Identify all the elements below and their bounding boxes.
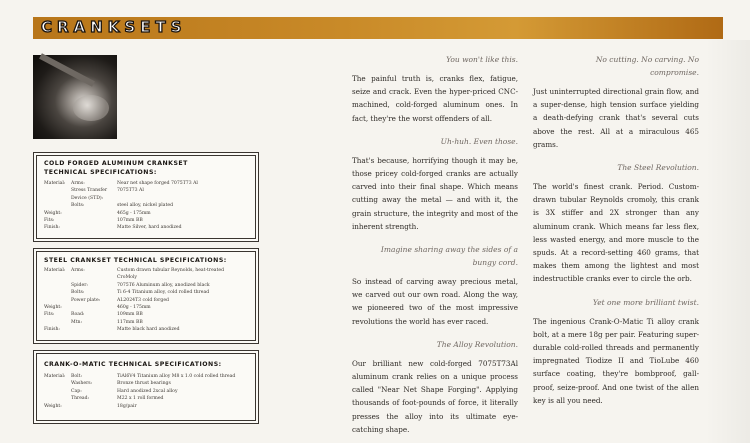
spec-value: Bronze thrust bearings bbox=[117, 381, 171, 387]
spec-label: Material: bbox=[44, 268, 66, 273]
body-paragraph: The world's finest crank. Period. Custom-drawn tubular Reynolds cromoly, this crank is 3X stiffer and 2X stronger than any aluminum crank. Which means far less flex, less wasted energy, and more muscle to the spuds. At a record-setting 460 grams, that makes them among the lightest and most indestructible cranks ever to circle the orb. bbox=[533, 182, 699, 284]
spec-title: CRANK-O-MATIC TECHNICAL SPECIFICATIONS: bbox=[44, 361, 222, 368]
spec-label bbox=[44, 380, 71, 387]
spec-sublabel: Bolts: bbox=[71, 290, 85, 296]
spec-value: 7075T73 Al bbox=[117, 188, 144, 194]
spec-label: Fits: bbox=[44, 312, 55, 318]
section-title: CRANKSETS bbox=[41, 18, 187, 36]
body-column-middle bbox=[352, 53, 518, 436]
spec-label bbox=[44, 297, 71, 304]
spec-sublabel: Cap: bbox=[71, 388, 82, 394]
spec-title: STEEL CRANKSET TECHNICAL SPECIFICATIONS: bbox=[44, 257, 227, 264]
spec-row bbox=[44, 395, 250, 402]
spec-value: M22 x 1 roll formed bbox=[117, 396, 164, 402]
spec-value: 465g - 175mm bbox=[117, 210, 151, 216]
spec-value: Matte black hard anodized bbox=[117, 327, 180, 333]
spec-label: Finish: bbox=[44, 327, 60, 333]
spec-value: 460g - 175mm bbox=[117, 305, 151, 311]
body-paragraph: So instead of carving away precious metal, we carved out our own road. Along the way, we pioneered two of the most impressive revolutions the world has ever raced. bbox=[352, 277, 518, 326]
spec-sublabel: Arms: bbox=[71, 268, 85, 273]
spec-label: Fits: bbox=[44, 218, 55, 224]
lathe-shape bbox=[39, 53, 95, 86]
spec-row bbox=[44, 202, 250, 209]
spec-row bbox=[44, 274, 250, 281]
spec-value: CroMoly bbox=[117, 275, 138, 281]
spec-value: Matte Silver, hard anodized bbox=[117, 225, 182, 231]
spec-row bbox=[44, 217, 250, 224]
spec-sublabel: Arms: bbox=[71, 181, 85, 186]
spec-label: Finish: bbox=[44, 225, 60, 231]
spec-rows bbox=[44, 267, 250, 334]
spec-label bbox=[44, 282, 71, 289]
spec-value: Hard anodized 2xcal alloy bbox=[117, 388, 178, 394]
spec-value: steel alloy, nickel plated bbox=[117, 203, 174, 209]
spec-rows bbox=[44, 180, 250, 232]
spec-value: 18g/pair bbox=[117, 403, 137, 409]
spec-value: AL2024T3 cold forged bbox=[117, 297, 169, 303]
spec-sublabel bbox=[71, 210, 117, 217]
spec-box-steel bbox=[33, 248, 259, 344]
spec-sublabel bbox=[71, 217, 117, 224]
section-heading: Imagine sharing away the sides of a bungy cord. bbox=[380, 245, 518, 268]
page-fold-shadow bbox=[705, 40, 750, 443]
spec-row bbox=[44, 380, 250, 387]
section-heading: No cutting. No carving. No compromise. bbox=[595, 55, 699, 77]
body-paragraph: That's because, horrifying though it may be, those pricey cold-forged cranks are actually carved into their final shape. Which means cutting away the metal — and with it, the grain structure, the integrity and most of the inherent strength. bbox=[352, 155, 518, 231]
spec-sublabel: Washers: bbox=[71, 381, 93, 387]
spec-label: Weight: bbox=[44, 210, 62, 216]
spec-row bbox=[44, 304, 250, 311]
spec-box-forged bbox=[33, 152, 259, 242]
spec-box-crankomatic bbox=[33, 350, 259, 424]
spec-label: Weight: bbox=[44, 403, 62, 409]
spec-row bbox=[44, 403, 250, 410]
section-heading: Uh-huh. Even those. bbox=[440, 136, 518, 146]
section-heading: The Alloy Revolution. bbox=[436, 339, 518, 349]
spec-label bbox=[44, 202, 71, 209]
spec-label bbox=[44, 274, 71, 281]
body-column-right bbox=[533, 53, 699, 407]
spec-label: Material: bbox=[44, 374, 66, 379]
spec-sublabel bbox=[71, 304, 117, 311]
spec-value: 109mm BB bbox=[117, 312, 143, 318]
spec-row bbox=[44, 267, 250, 274]
spec-row bbox=[44, 187, 250, 202]
section-heading: The Steel Revolution. bbox=[617, 163, 699, 173]
spec-value: TiAl6V4 Titanium alloy M8 x 1.0 cold rolled thread bbox=[117, 374, 236, 379]
spec-sublabel bbox=[71, 403, 117, 410]
spec-value: Custom drawn tubular Reynolds, heat-treated bbox=[117, 268, 225, 273]
spec-label bbox=[44, 289, 71, 296]
spec-value: 107mm BB bbox=[117, 218, 143, 224]
body-paragraph: Our brilliant new cold-forged 7075T73Al aluminum crank relies on a unique process called "Near Net Shape Forging". Applying thousands of foot-pounds of force, it literally presses the alloy into its ultimate eye-catching shape. bbox=[352, 358, 518, 434]
spec-label bbox=[44, 187, 71, 202]
spec-sublabel bbox=[71, 224, 117, 231]
section-heading: You won't like this. bbox=[446, 55, 518, 64]
spec-sublabel bbox=[71, 326, 117, 333]
spec-value: Ti 6-4 Titanium alloy, cold rolled thread bbox=[117, 290, 210, 296]
body-paragraph: The painful truth is, cranks flex, fatigue, seize and crack. Even the hyper-priced CNC-machined, cold-forged aluminum ones. In fact, they're the worst offenders of all. bbox=[352, 74, 518, 123]
spec-row bbox=[44, 210, 250, 217]
section-heading: Yet one more brilliant twist. bbox=[592, 297, 699, 307]
spec-sublabel: Road: bbox=[71, 312, 85, 318]
spec-sublabel: Stress Transfer Device (STD): bbox=[71, 188, 108, 201]
spec-label: Material: bbox=[44, 181, 66, 186]
spec-label bbox=[44, 388, 71, 395]
spec-sublabel: Bolts: bbox=[71, 203, 85, 209]
body-paragraph: The ingenious Crank-O-Matic Ti alloy crank bolt, at a mere 18g per pair. Featuring super-durable cold-rolled threads and permanently impregnated Tiodize II and TioLube 460 surface coating, they're bombproof, gall-proof, seize-proof. And one twist of the allen key is all you need. bbox=[533, 316, 699, 405]
hands-shape bbox=[73, 95, 109, 121]
spec-label: Weight: bbox=[44, 305, 62, 311]
spec-row bbox=[44, 373, 250, 380]
spec-sublabel: Bolt: bbox=[71, 374, 83, 379]
spec-row bbox=[44, 326, 250, 333]
spec-row bbox=[44, 297, 250, 304]
spec-row bbox=[44, 224, 250, 231]
spec-row bbox=[44, 180, 250, 187]
spec-row bbox=[44, 388, 250, 395]
spec-sublabel: Mtn: bbox=[71, 319, 83, 325]
spec-sublabel bbox=[71, 274, 117, 281]
spec-value: 117mm BB bbox=[117, 319, 143, 325]
spec-row bbox=[44, 289, 250, 296]
spec-rows bbox=[44, 373, 250, 410]
product-photo bbox=[33, 55, 117, 139]
spec-sublabel: Power plate: bbox=[71, 297, 101, 303]
spec-value: 7075T6 Aluminum alloy, anodized black bbox=[117, 282, 210, 288]
spec-row bbox=[44, 311, 250, 318]
spec-row bbox=[44, 282, 250, 289]
section-banner bbox=[33, 17, 723, 39]
body-paragraph: Just uninterrupted directional grain flow, and a super-dense, high tension surface yielding a death-defying crank that's several cuts above the rest. All at a miraculous 465 grams. bbox=[533, 87, 699, 149]
spec-title: COLD FORGED ALUMINUM CRANKSET bbox=[44, 160, 188, 167]
spec-sublabel: Thread: bbox=[71, 396, 90, 402]
spec-row bbox=[44, 319, 250, 326]
spec-subtitle: TECHNICAL SPECIFICATIONS: bbox=[44, 169, 157, 176]
spec-label bbox=[44, 395, 71, 402]
spec-value: Near net shape forged 7075T73 Al bbox=[117, 181, 198, 186]
spec-sublabel: Spider: bbox=[71, 282, 88, 288]
spec-label bbox=[44, 319, 71, 326]
